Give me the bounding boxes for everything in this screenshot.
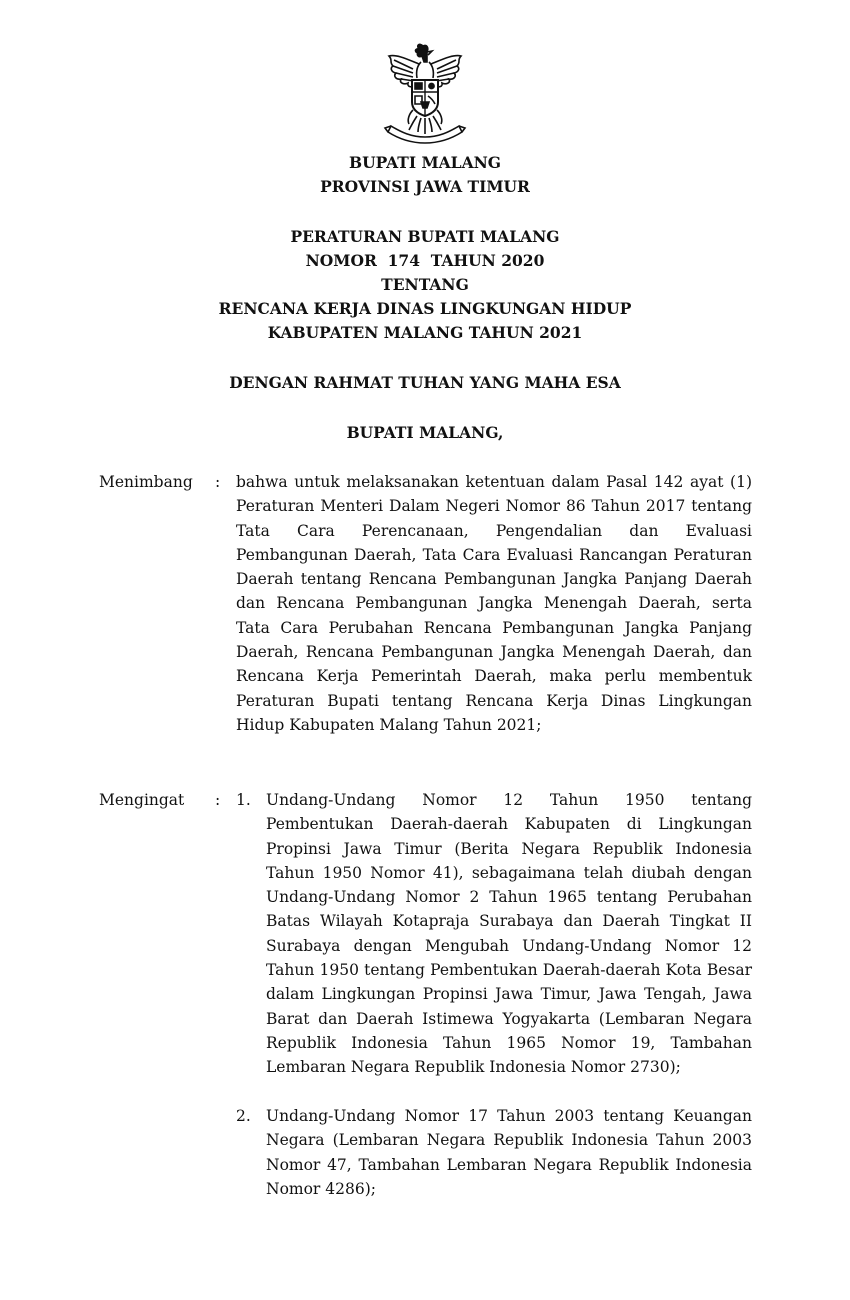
authority-line-2: PROVINSI JAWA TIMUR bbox=[320, 177, 530, 196]
issuer-heading bbox=[0, 421, 850, 445]
mengingat-item-text: Undang-Undang Nomor 17 Tahun 2003 tentang Keuangan Negara (Lembaran Negara Republik Indonesia Tahun 2003 Nomor 47, Tambahan Lembaran Negara Republik Indonesia Nomor 4286); bbox=[266, 1107, 752, 1198]
issuer-text: BUPATI MALANG, bbox=[346, 423, 504, 442]
regulation-subject-line-1: RENCANA KERJA DINAS LINGKUNGAN HIDUP bbox=[218, 299, 632, 318]
regulation-about: TENTANG bbox=[381, 275, 469, 294]
garuda-emblem-icon bbox=[383, 40, 467, 146]
regulation-title: PERATURAN BUPATI MALANG bbox=[290, 227, 560, 246]
menimbang-label: Menimbang bbox=[99, 473, 193, 491]
grace-phrase bbox=[0, 371, 850, 395]
regulation-number: NOMOR 174 TAHUN 2020 bbox=[305, 251, 545, 270]
grace-phrase-text: DENGAN RAHMAT TUHAN YANG MAHA ESA bbox=[229, 373, 621, 392]
regulation-subject-line-2: KABUPATEN MALANG TAHUN 2021 bbox=[267, 323, 583, 342]
menimbang-colon: : bbox=[215, 473, 221, 491]
mengingat-label: Mengingat bbox=[99, 791, 185, 809]
mengingat-item-text: Undang-Undang Nomor 12 Tahun 1950 tentang Pembentukan Daerah-daerah Kabupaten di Lingkungan Propinsi Jawa Timur (Berita Negara Republik Indonesia Tahun 1950 Nomor 41), sebagaimana telah diubah dengan Undang-Undang Nomor 2 Tahun 1965 tentang Perubahan Batas Wilayah Kotapraja Surabaya dan Daerah Tingkat II Surabaya dengan Mengubah Undang-Undang Nomor 12 Tahun 1950 tentang Pembentukan Daerah-daerah Kota Besar dalam Lingkungan Propinsi Jawa Timur, Jawa Tengah, Jawa Barat dan Daerah Istimewa Yogyakarta (Lembaran Negara Republik Indonesia Tahun 1965 Nomor 19, Tambahan Lembaran Negara Republik Indonesia Nomor 2730); bbox=[266, 791, 752, 1077]
menimbang-text: bahwa untuk melaksanakan ketentuan dalam Pasal 142 ayat (1) Peraturan Menteri Dalam Negeri Nomor 86 Tahun 2017 tentang Tata Cara Perencanaan, Pengendalian dan Evaluasi Pembangunan Daerah, Tata Cara Evaluasi Rancangan Peraturan Daerah tentang Rencana Pembangunan Jangka Panjang Daerah dan Rencana Pembangunan Jangka Menengah Daerah, serta Tata Cara Perubahan Rencana Pembangunan Jangka Panjang Daerah, Rencana Pembangunan Jangka Menengah Daerah, dan Rencana Kerja Pemerintah Daerah, maka perlu membentuk Peraturan Bupati tentang Rencana Kerja Dinas Lingkungan Hidup Kabupaten Malang Tahun 2021; bbox=[236, 473, 752, 734]
mengingat-colon: : bbox=[215, 791, 221, 809]
authority-heading bbox=[0, 151, 850, 199]
regulation-heading bbox=[0, 225, 850, 345]
mengingat-item-number: 1. bbox=[236, 791, 251, 809]
authority-line-1: BUPATI MALANG bbox=[348, 153, 502, 172]
mengingat-item-number: 2. bbox=[236, 1107, 251, 1125]
